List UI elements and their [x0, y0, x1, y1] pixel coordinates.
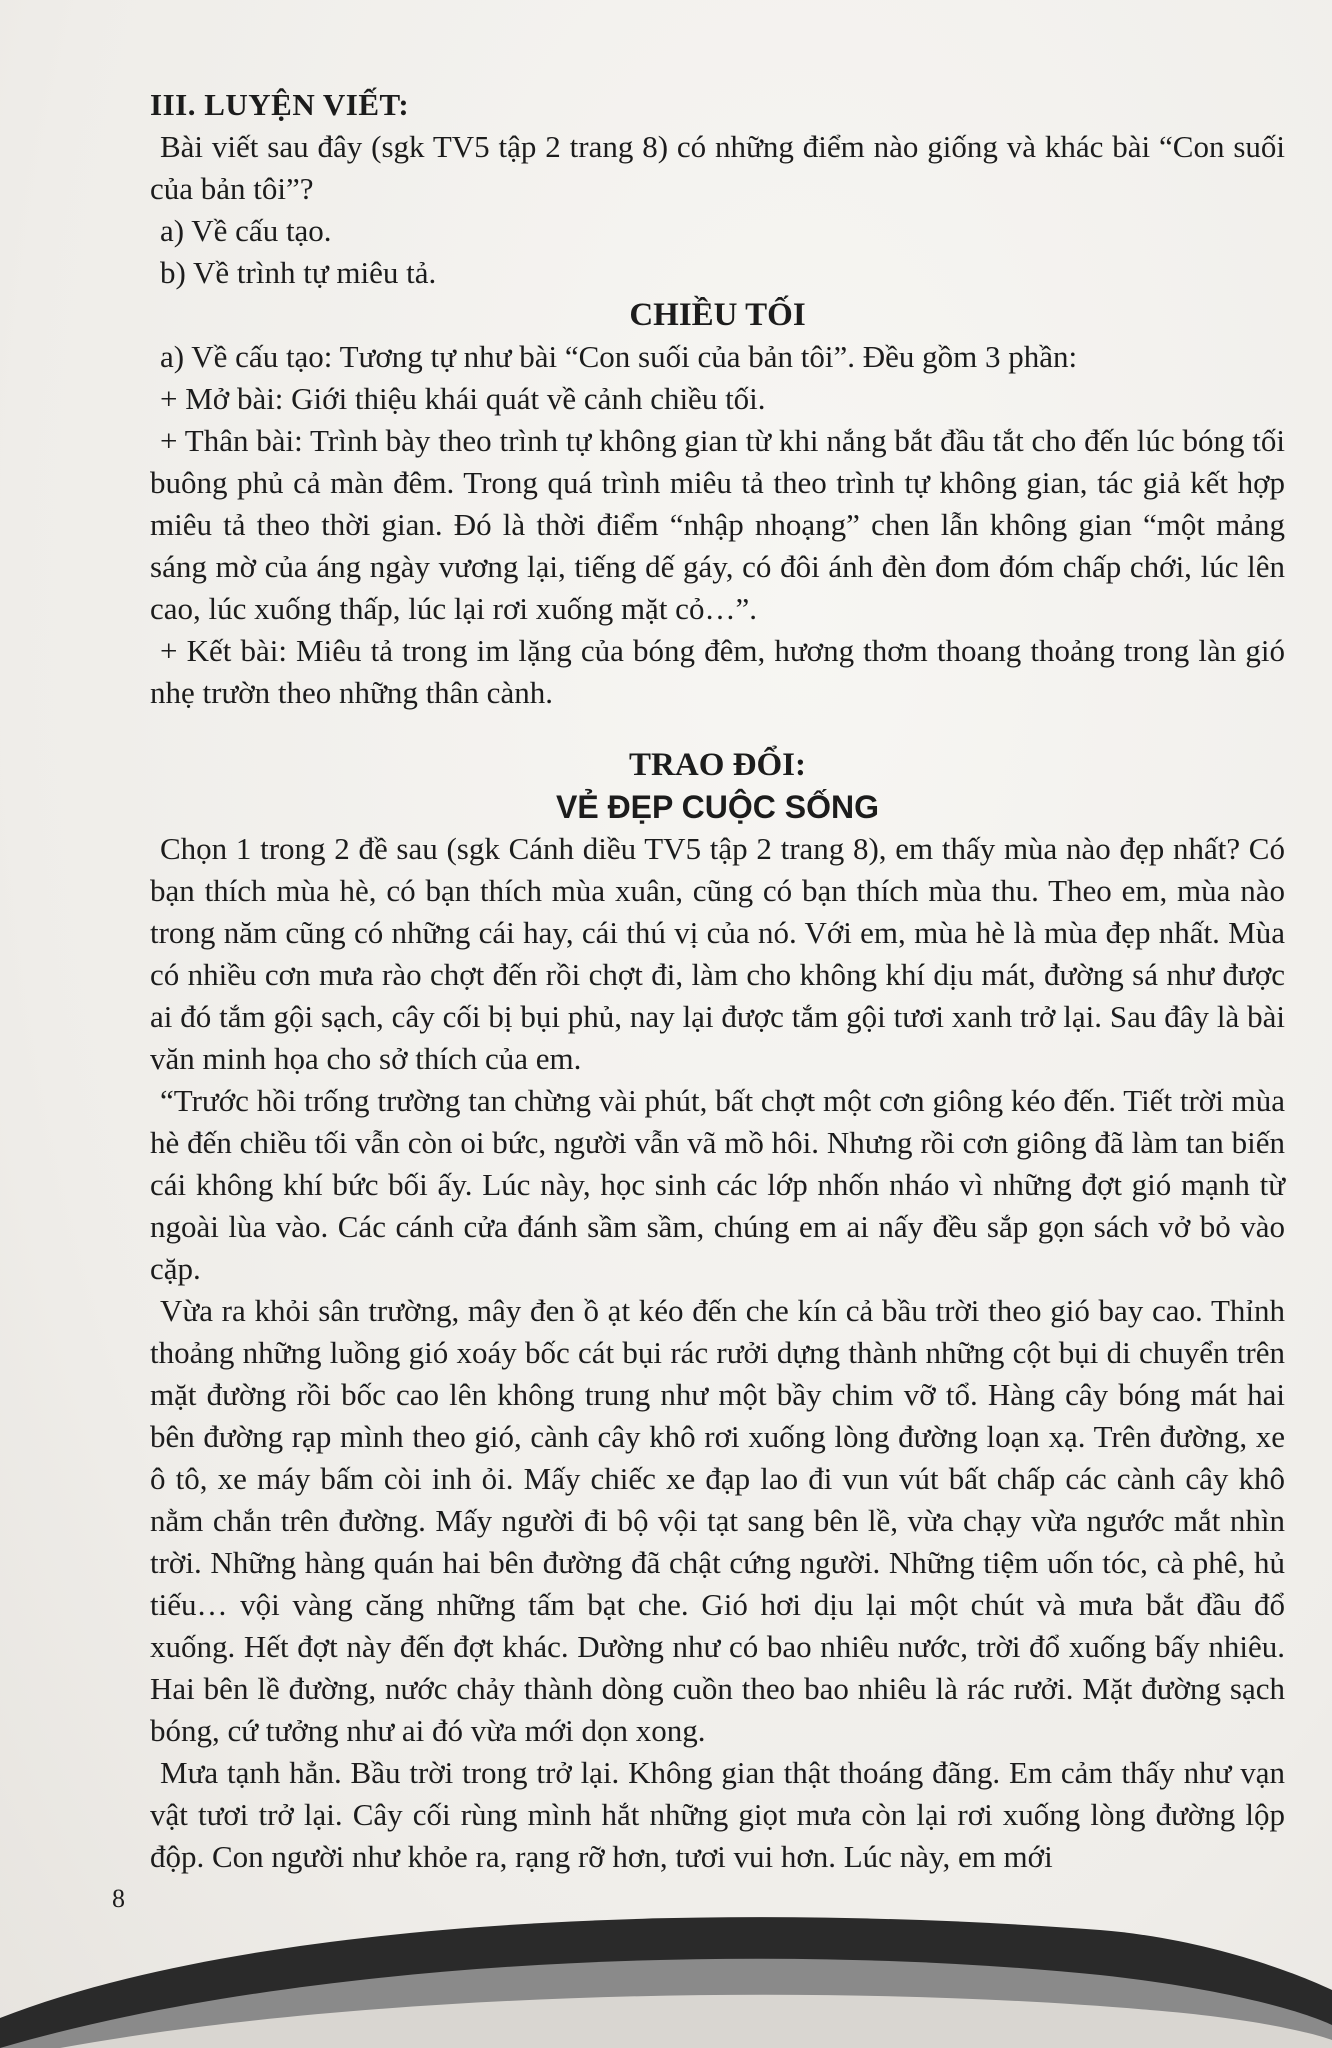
- paragraph-3: Vừa ra khỏi sân trường, mây đen ồ ạt kéo đến che kín cả bầu trời theo gió bay cao. Thỉnh thoảng những luồng gió xoáy bốc cát bụi rác rưởi dựng thành những cột bụi di chuyển trên mặt đường rồi bốc cao lên không trung như một bầy chim vỡ tổ. Hàng cây bóng mát hai bên đường rạp mình theo gió, cành cây khô rơi xuống lòng đường loạn xạ. Trên đường, xe ô tô, xe máy bấm còi inh ỏi. Mấy chiếc xe đạp lao đi vun vút bất chấp các cành cây khô nằm chắn trên đường. Mấy người đi bộ vội tạt sang bên lề, vừa chạy vừa ngước mắt nhìn trời. Những hàng quán hai bên đường đã chật cứng người. Những tiệm uốn tóc, cà phê, hủ tiếu… vội vàng căng những tấm bạt che. Gió hơi dịu lại một chút và mưa bắt đầu đổ xuống. Hết đợt này đến đợt khác. Dường như có bao nhiêu nước, trời đổ xuống bấy nhiêu. Hai bên lề đường, nước chảy thành dòng cuồn theo bao nhiêu là rác rưởi. Mặt đường sạch bóng, cứ tưởng như ai đó vừa mới dọn xong.: [150, 1293, 1285, 1748]
- intro-question: Bài viết sau đây (sgk TV5 tập 2 trang 8) có những điểm nào giống và khác bài “Con suối của bản tôi”?: [150, 129, 1285, 206]
- page-number: 8: [112, 1884, 125, 1913]
- article-title: CHIỀU TỐI: [629, 297, 806, 333]
- section-heading: III. LUYỆN VIẾT:: [150, 87, 410, 122]
- part-conclusion: + Kết bài: Miêu tả trong im lặng của bóng đêm, hương thơm thoang thoảng trong làn gió nhẹ trườn theo những thân cành.: [150, 633, 1285, 710]
- answer-a: a) Về cấu tạo: Tương tự như bài “Con suối của bản tôi”. Đều gồm 3 phần:: [160, 339, 1078, 374]
- decorative-swoosh: [0, 1900, 1332, 2048]
- page-content: [150, 84, 1285, 1878]
- part-body: + Thân bài: Trình bày theo trình tự không gian từ khi nắng bắt đầu tắt cho đến lúc bóng tối buông phủ cả màn đêm. Trong quá trình miêu tả theo trình tự không gian, tác giả kết hợp miêu tả theo thời gian. Đó là thời điểm “nhập nhoạng” chen lẫn không gian “một mảng sáng mờ của áng ngày vương lại, tiếng dế gáy, có đôi ánh đèn đom đóm chấp chới, lúc lên cao, lúc xuống thấp, lúc lại rơi xuống mặt cỏ…”.: [150, 423, 1285, 626]
- exchange-title: VẺ ĐẸP CUỘC SỐNG: [555, 789, 880, 825]
- paragraph-2: “Trước hồi trống trường tan chừng vài phút, bất chợt một cơn giông kéo đến. Tiết trời mùa hè đến chiều tối vẫn còn oi bức, người vẫn vã mồ hôi. Nhưng rồi cơn giông đã làm tan biến cái không khí bức bối ấy. Lúc này, học sinh các lớp nhốn nháo vì những đợt gió mạnh từ ngoài lùa vào. Các cánh cửa đánh sầm sầm, chúng em ai nấy đều sắp gọn sách vở bỏ vào cặp.: [150, 1083, 1285, 1286]
- spacer: [150, 714, 1285, 744]
- exchange-heading: TRAO ĐỔI:: [629, 747, 806, 783]
- question-b: b) Về trình tự miêu tả.: [160, 255, 437, 290]
- question-a: a) Về cấu tạo.: [160, 213, 332, 248]
- paragraph-4: Mưa tạnh hẳn. Bầu trời trong trở lại. Không gian thật thoáng đãng. Em cảm thấy như vạn vật tươi trở lại. Cây cối rùng mình hắt những giọt mưa còn lại rơi xuống lòng đường lộp độp. Con người như khỏe ra, rạng rỡ hơn, tươi vui hơn. Lúc này, em mới: [150, 1755, 1285, 1874]
- paragraph-1: Chọn 1 trong 2 đề sau (sgk Cánh diều TV5 tập 2 trang 8), em thấy mùa nào đẹp nhất? Có bạn thích mùa hè, có bạn thích mùa xuân, cũng có bạn thích mùa thu. Theo em, mùa nào trong năm cũng có những cái hay, cái thú vị của nó. Với em, mùa hè là mùa đẹp nhất. Mùa có nhiều cơn mưa rào chợt đến rồi chợt đi, làm cho không khí dịu mát, đường sá như được ai đó tắm gội sạch, cây cối bị bụi phủ, nay lại được tắm gội tươi xanh trở lại. Sau đây là bài văn minh họa cho sở thích của em.: [150, 831, 1285, 1076]
- part-intro: + Mở bài: Giới thiệu khái quát về cảnh chiều tối.: [160, 381, 766, 416]
